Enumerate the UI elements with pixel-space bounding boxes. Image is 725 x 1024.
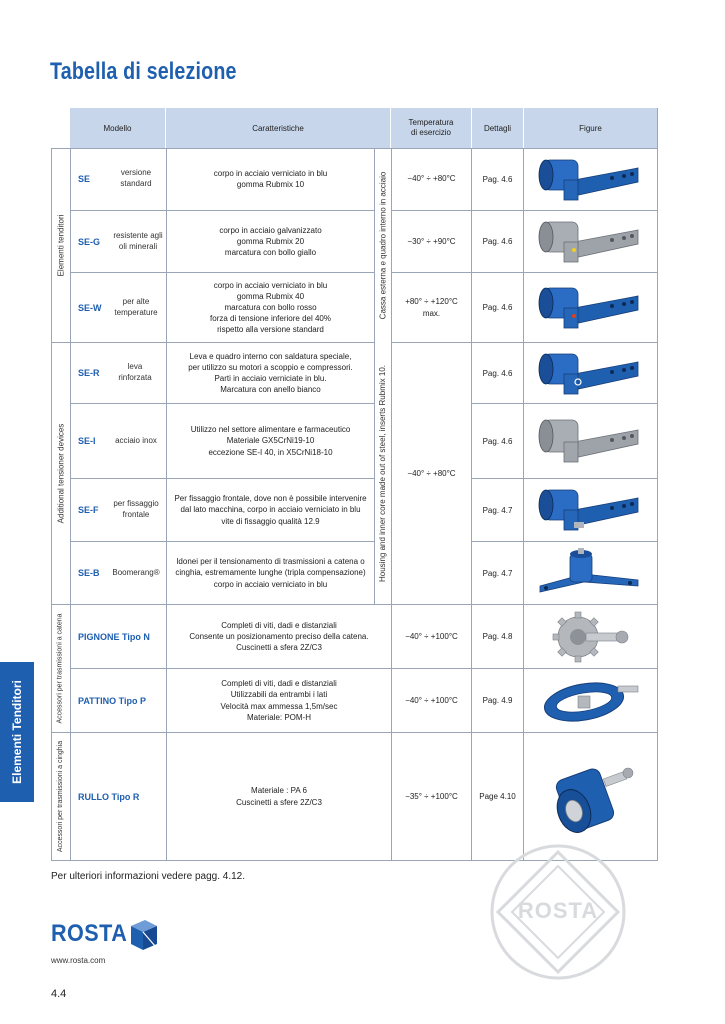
- model-variant: acciaio inox: [115, 435, 157, 445]
- temperature-value: −40° ÷ +80°C: [407, 174, 456, 183]
- model-code: SE-I: [78, 436, 96, 446]
- model-code: SE-W: [78, 302, 102, 313]
- tensioner-se-image: [534, 152, 646, 208]
- header-model: Modello: [70, 108, 165, 148]
- model-code: SE-B: [78, 568, 100, 578]
- features-text: Completi di viti, dadi e distanziali Consente un posizionamento preciso della catena. Cuscinetti a sfera 2Z/C3: [189, 620, 369, 653]
- details-link[interactable]: Pag. 4.7: [482, 568, 513, 578]
- features-text: corpo in acciaio verniciato in blu gomma Rubmix 10: [213, 168, 328, 189]
- roller-r-image: [548, 755, 638, 839]
- details-link[interactable]: Pag. 4.9: [482, 696, 513, 705]
- temperature-value: −40° ÷ +100°C: [405, 631, 458, 641]
- features-text: Utilizzo nel settore alimentare e farmaceutico Materiale GX5CrNi19-10 eccezione SE-I 40, in X5CrNi18-10: [190, 425, 351, 457]
- model-variant: per alte temperature: [114, 296, 158, 317]
- features-text: Per fissaggio frontale, dove non è possibile intervenire dal lato macchina, corpo in acciaio verniciato in blu vite di fissaggio qualità 12.9: [174, 494, 367, 526]
- group-label-tensioners: Elementi tenditori: [56, 214, 65, 276]
- model-variant: versione standard: [120, 168, 152, 188]
- housing-note-it: Cassa esterna e quadro interno in acciaio: [378, 171, 387, 319]
- sprocket-n-image: [540, 608, 640, 666]
- model-code: SE-F: [78, 505, 99, 515]
- model-variant: per fissaggio frontale: [113, 499, 159, 519]
- group-label-additional: Additional tensioner devices: [56, 423, 65, 523]
- details-col-line: [523, 148, 524, 860]
- group-label-belt-accessories: Accessori per trasmissioni a cinghia: [57, 740, 65, 852]
- temperature-value: −40° ÷ +100°C: [405, 695, 458, 705]
- website-link[interactable]: www.rosta.com: [51, 956, 106, 965]
- rosta-watermark: [488, 842, 628, 982]
- details-link[interactable]: Pag. 4.6: [482, 303, 513, 312]
- tensioner-se-f-image: [534, 482, 646, 538]
- chain-slider-p-image: [534, 672, 646, 728]
- model-variant: Boomerang®: [112, 567, 160, 577]
- page-title: Tabella di selezione: [50, 58, 237, 85]
- features-text: Completi di viti, dadi e distanziali Utilizzabili da entrambi i lati Velocità max ammessa 1,5m/sec Materiale: POM-H: [220, 679, 338, 722]
- side-tab-label: Elementi Tenditori: [10, 680, 24, 784]
- model-code: PIGNONE Tipo N: [78, 631, 150, 642]
- shared-temperature-value: −40° ÷ +80°C: [407, 468, 456, 478]
- table-border-right: [657, 108, 658, 860]
- group-col-line: [70, 148, 71, 860]
- model-variant: leva rinforzata: [118, 362, 152, 382]
- tensioner-se-r-image: [534, 346, 646, 400]
- watermark-text: ROSTA: [517, 898, 599, 923]
- details-link[interactable]: Pag. 4.6: [482, 174, 513, 184]
- header-features: Caratteristiche: [166, 108, 390, 148]
- tensioner-se-b-image: [534, 546, 646, 600]
- tensioner-se-g-image: [534, 214, 646, 270]
- details-link[interactable]: Pag. 4.6: [482, 237, 513, 246]
- model-variant: resistente agli oli minerali: [113, 230, 163, 251]
- details-link[interactable]: Pag. 4.6: [482, 368, 513, 378]
- header-figures: Figure: [524, 108, 657, 148]
- model-code: RULLO Tipo R: [78, 791, 140, 802]
- temperature-value: +80° ÷ +120°C max.: [405, 296, 458, 318]
- details-link[interactable]: Pag. 4.6: [482, 436, 513, 446]
- details-link[interactable]: Pag. 4.8: [482, 632, 513, 641]
- model-code: SE: [78, 174, 91, 184]
- features-text: corpo in acciaio galvanizzato gomma Rubmix 20 marcatura con bollo giallo: [219, 225, 322, 258]
- page-number: 4.4: [51, 988, 67, 1000]
- brand-name: ROSTA: [51, 920, 128, 947]
- housing-note-en: Housing and inner core made out of steel, inserts Rubmix 10.: [378, 364, 388, 582]
- header-details: Dettagli: [472, 108, 523, 148]
- model-code: SE-R: [78, 368, 100, 378]
- features-text: Materiale : PA 6 Cuscinetti a sfere 2Z/C3: [236, 786, 322, 807]
- model-code: PATTINO Tipo P: [78, 695, 146, 706]
- details-link[interactable]: Pag. 4.7: [482, 505, 513, 515]
- group-label-chain-accessories: Accessori per trasmissioni a catena: [57, 612, 65, 724]
- temperature-value: −30° ÷ +90°C: [407, 236, 456, 246]
- features-text: corpo in acciaio verniciato in blu gomma Rubmix 40 marcatura con bollo rosso forza di tensione inferiore del 40% rispetto alla versione standard: [210, 280, 331, 335]
- tensioner-se-w-image: [534, 280, 646, 336]
- side-tab: [0, 662, 34, 802]
- rosta-cube-icon: [129, 918, 159, 952]
- footnote: Per ulteriori informazioni vedere pagg. 4.12.: [51, 871, 245, 882]
- features-text: Leva e quadro interno con saldatura speciale, per utilizzo su motori a scoppio e compressori. Parti in acciaio verniciate in blu. Marcatura con anello bianco: [188, 351, 353, 395]
- features-text: Idonei per il tensionamento di trasmissioni a catena o cinghia, estremamente lunghe (tripla compensazione) corpo in acciaio verniciato in blu: [175, 557, 366, 589]
- header-temperature: Temperatura di esercizio: [391, 108, 471, 148]
- model-code: SE-G: [78, 236, 101, 247]
- details-link[interactable]: Page 4.10: [479, 792, 516, 801]
- tensioner-se-i-image: [534, 412, 646, 470]
- temperature-value: −35° ÷ +100°C: [405, 791, 458, 801]
- rosta-logo: [51, 918, 161, 952]
